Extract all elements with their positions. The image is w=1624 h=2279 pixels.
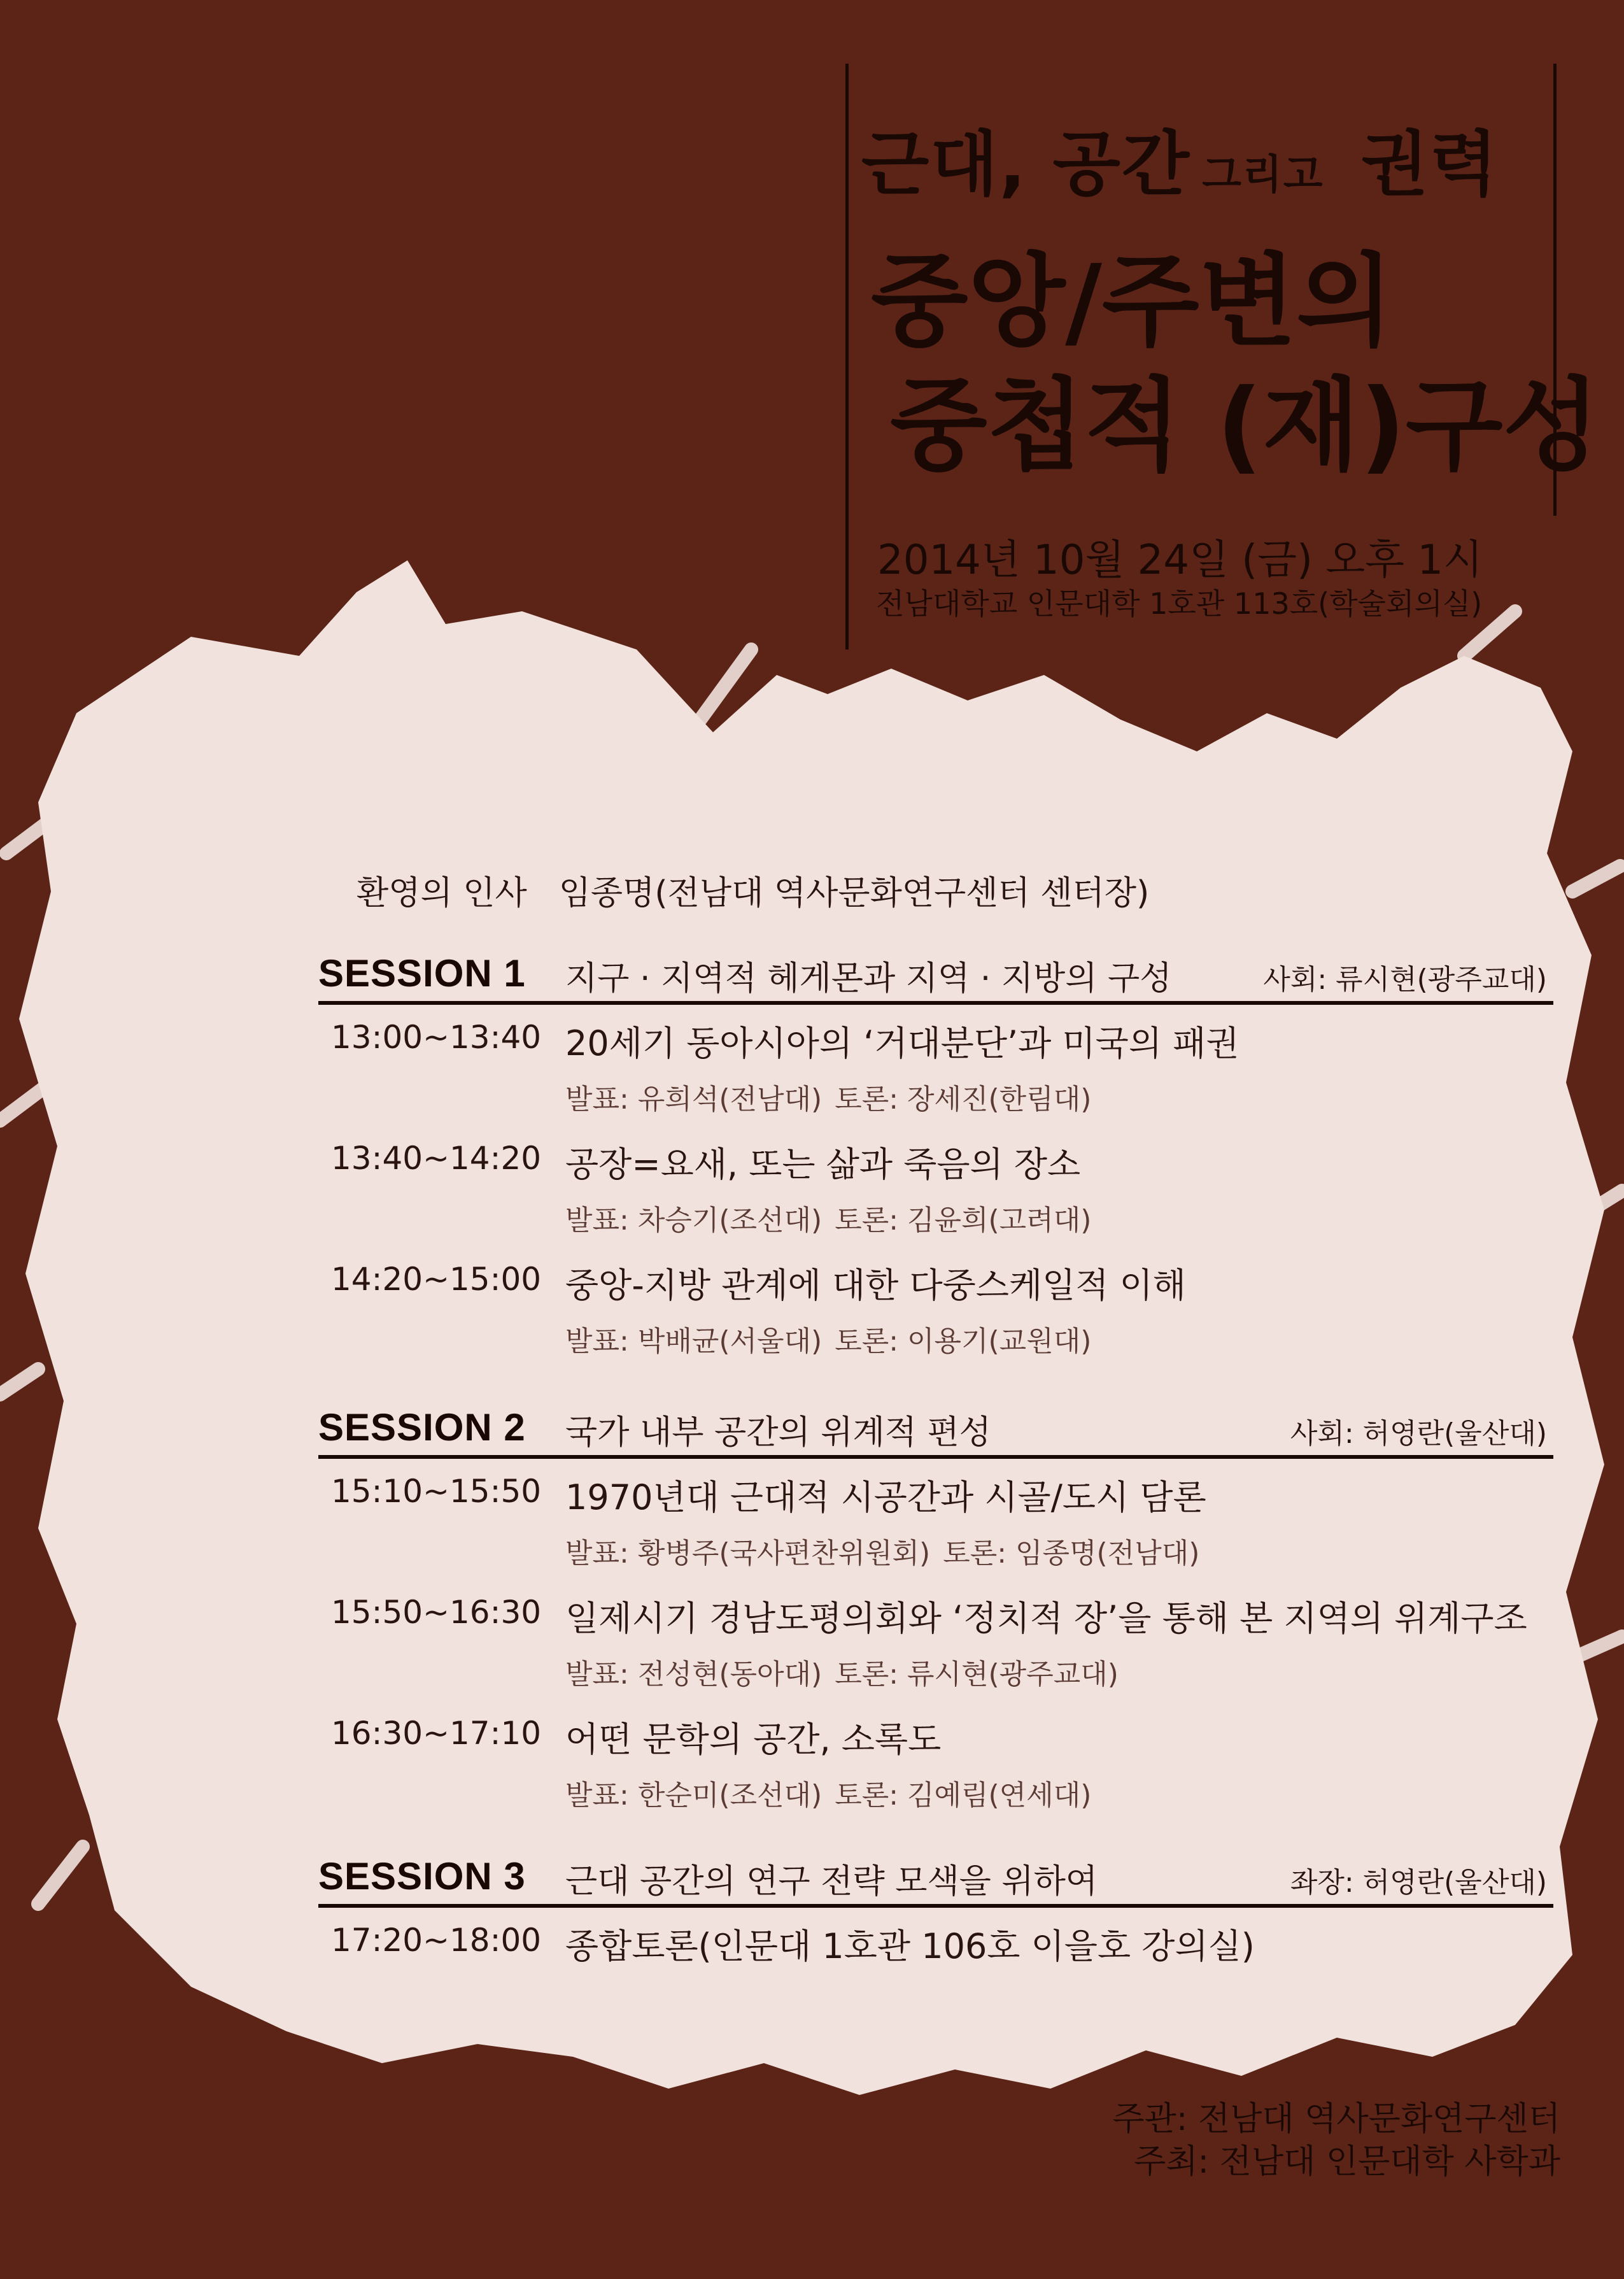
session-3	[318, 1847, 1553, 2029]
subtitle-line1: 중앙/주변의	[871, 243, 1394, 360]
talk-discussant: 토론: 김예림(연세대)	[835, 1779, 1092, 1812]
session-title: 국가 내부 공간의 위계적 편성	[565, 1414, 991, 1452]
talk-item	[318, 1005, 1553, 1126]
talk-time: 15:10~15:50	[331, 1473, 542, 1510]
talk-time: 16:30~17:10	[331, 1715, 542, 1752]
talk-discussant: 토론: 이용기(교원대)	[835, 1325, 1092, 1358]
talk-item	[318, 1459, 1553, 1580]
talk-presenter: 발표: 차승기(조선대)	[565, 1204, 823, 1237]
talk-title: 종합토론(인문대 1호관 106호 이을호 강의실)	[565, 1926, 1255, 1966]
talk-title: 어떤 문학의 공간, 소록도	[565, 1719, 942, 1759]
session-header	[318, 1847, 1553, 1908]
welcome-label: 환영의 인사	[357, 874, 527, 912]
talk-item	[318, 1247, 1553, 1368]
session-label: SESSION 3	[318, 1855, 526, 1898]
talk-time: 15:50~16:30	[331, 1594, 542, 1631]
subtitle-line2: 중첩적 (재)구성	[890, 367, 1600, 485]
talk-discussant: 토론: 류시현(광주교대)	[835, 1658, 1119, 1691]
talk-title: 일제시기 경남도평의회와 ‘정치적 장’을 통해 본 지역의 위계구조	[565, 1598, 1527, 1638]
title-part1: 근대, 공간	[861, 124, 1191, 205]
talk-participants	[565, 1530, 1199, 1571]
session-2	[318, 1398, 1553, 1822]
talk-item	[318, 1908, 1553, 2029]
title-part2: 권력	[1360, 124, 1499, 205]
talk-discussant: 토론: 김윤희(고려대)	[835, 1204, 1092, 1237]
talk-presenter: 발표: 박배균(서울대)	[565, 1325, 823, 1358]
session-moderator: 좌장: 허영란(울산대)	[1290, 1866, 1547, 1899]
talk-title: 공장=요새, 또는 삶과 죽음의 장소	[565, 1144, 1081, 1184]
talk-presenter: 발표: 전성현(동아대)	[565, 1658, 823, 1691]
title-connector: 그리고	[1202, 152, 1324, 199]
talk-participants	[565, 1651, 1119, 1692]
talk-presenter: 발표: 유희석(전남대)	[565, 1083, 823, 1116]
talk-item	[318, 1126, 1553, 1247]
organizer-host: 주관: 전남대 역사문화연구센터	[1112, 2100, 1560, 2138]
poster-header	[845, 64, 1600, 653]
talk-item	[318, 1701, 1553, 1822]
poster-title	[861, 108, 1549, 209]
talk-item	[318, 1580, 1553, 1701]
session-moderator: 사회: 허영란(울산대)	[1290, 1417, 1547, 1450]
welcome-remarks	[357, 866, 1149, 914]
talk-discussant: 토론: 장세진(한림대)	[835, 1083, 1092, 1116]
session-header	[318, 944, 1553, 1005]
session-moderator: 사회: 류시현(광주교대)	[1263, 963, 1547, 996]
session-label: SESSION 2	[318, 1406, 526, 1449]
talk-participants	[565, 1076, 1091, 1117]
welcome-speaker: 임종명(전남대 역사문화연구센터 센터장)	[558, 874, 1150, 912]
talk-discussant: 토론: 임종명(전남대)	[943, 1537, 1200, 1570]
event-date: 2014년 10월 24일 (금) 오후 1시	[877, 537, 1483, 584]
talk-title: 중앙-지방 관계에 대한 다중스케일적 이해	[565, 1265, 1186, 1305]
talk-participants	[565, 1197, 1091, 1238]
talk-time: 14:20~15:00	[331, 1261, 542, 1298]
talk-time: 13:00~13:40	[331, 1019, 542, 1056]
organizer-sponsor: 주최: 전남대 인문대학 사학과	[1134, 2142, 1560, 2181]
session-header	[318, 1398, 1553, 1459]
talk-participants	[565, 1772, 1091, 1813]
organizers	[1112, 2098, 1560, 2183]
talk-time: 17:20~18:00	[331, 1922, 542, 1959]
talk-presenter: 발표: 황병주(국사편찬위원회)	[565, 1537, 931, 1570]
header-left-rule	[845, 64, 849, 650]
session-1	[318, 944, 1553, 1368]
talk-participants	[565, 1318, 1091, 1359]
session-title: 지구 · 지역적 헤게몬과 지역 · 지방의 구성	[565, 960, 1172, 998]
session-label: SESSION 1	[318, 952, 526, 995]
event-venue: 전남대학교 인문대학 1호관 113호(학술회의실)	[876, 586, 1483, 621]
talk-title: 1970년대 근대적 시공간과 시골/도시 담론	[565, 1477, 1206, 1517]
talk-presenter: 발표: 한순미(조선대)	[565, 1779, 823, 1812]
talk-title: 20세기 동아시아의 ‘거대분단’과 미국의 패권	[565, 1023, 1239, 1063]
session-title: 근대 공간의 연구 전략 모색을 위하여	[565, 1863, 1098, 1901]
talk-time: 13:40~14:20	[331, 1140, 542, 1177]
